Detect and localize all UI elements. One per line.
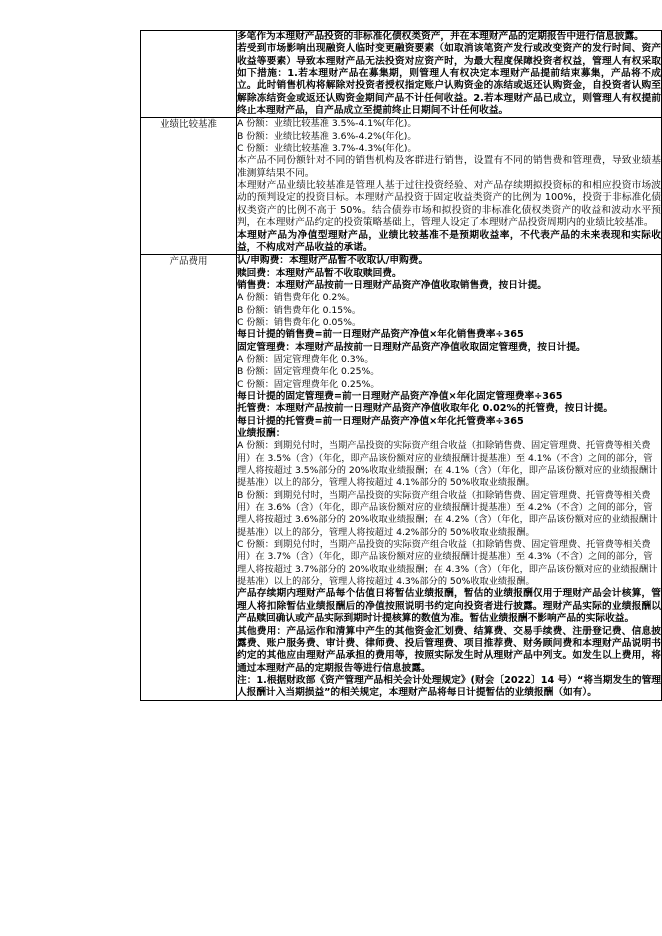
row-label-product-fees: 产品费用 [141,255,237,700]
management-fee-share-b: B 份额：固定管理费年化 0.25%。 [237,366,380,378]
paragraph-group [237,31,661,117]
sales-fee-share-a: A 份额：销售费年化 0.2%。 [237,292,356,304]
product-disclosure-table [140,30,662,701]
row-label-performance-benchmark: 业绩比较基准 [141,118,237,255]
row-label-continuation [141,31,237,118]
performance-fee-share-c: C 份额：到期兑付时，当期产品投资的实际资产组合收益（扣除销售费、固定管理费、托管费等相关费用）在 3.7%（含）（年化，即产品该份额对应的业绩报酬计提基准）至 4.3%（不含）之间的部分，管理人将按超过 3.7%部分的 20%收取业绩报酬；在 4.3%（含）（年化，即产品该份额对应的业绩报酬计提基准）以上的部分，管理人将按超过 4.3%部分的 50%收取业绩报酬。 [237,539,658,588]
performance-fee-share-a: A 份额：到期兑付时，当期产品投资的实际资产组合收益（扣除销售费、固定管理费、托管费等相关费用）在 3.5%（含）（年化，即产品该份额对应的业绩报酬计提基准）至 4.1%（不含）之间的部分，管理人将按超过 3.5%部分的 20%收取业绩报酬；在 4.1%（含）（年化，即产品该份额对应的业绩报酬计提基准）以上的部分，管理人将按超过 4.1%部分的 50%收取业绩报酬。 [237,440,658,489]
benchmark-share-b: B 份额：业绩比较基准 3.6%-4.2%(年化)。 [237,130,417,142]
management-fee-share-a: A 份额：固定管理费年化 0.3%。 [237,353,374,365]
paragraph-group [237,255,661,699]
fee-custody: 托管费：本理财产品按前一日理财产品资产净值收取年化 0.02%的托管费，按日计提。 [237,403,614,415]
performance-fee-estimation: 产品存续期内理财产品每个估值日将暂估业绩报酬，暂估的业绩报酬仅用于理财产品会计核算，管理人将扣除暂估业绩报酬后的净值按照说明书约定向投资者进行披露。理财产品实际的业绩报酬以产品赎回确认或产品实际到期时计提核算的数值为准。暂估业绩报酬不影响产品的实际收益。 [237,588,661,625]
row-content-performance-benchmark [237,118,662,255]
sales-fee-share-b: B 份额：销售费年化 0.15%。 [237,304,362,316]
fee-sales: 销售费：本理财产品按前一日理财产品资产净值收取销售费，按日计提。 [237,279,547,291]
fee-note: 注：1.根据财政部《资产管理产品相关会计处理规定》(财会〔2022〕14 号）“将当期发生的管理人报酬计入当期损益”的相关规定，本理财产品将每日计提暂估的业绩报酬（如有）。 [237,674,661,699]
custody-fee-formula: 每日计提的托管费=前一日理财产品资产净值×年化托管费率÷365 [237,415,524,427]
performance-fee-heading: 业绩报酬： [237,428,286,439]
fee-subscription: 认/申购费：本理财产品暂不收取认/申购费。 [237,255,429,267]
row-content-continuation [237,31,662,118]
paragraph: 若受到市场影响出现融资人临时变更融资要素（如取消该笔资产发行或改变资产的发行时间、资产收益等要素）导致本理财产品无法投资对应资产时，为最大程度保障投资者权益，管理人有权采取如下措施：1.若本理财产品在募集期，则管理人有权决定本理财产品提前结束募集，产品将不成立。此时销售机构将解除对投资者授权指定账户认购资金的冻结或返还认购资金，自投资者认购至解除冻结资金或返还认购资金期间产品不计任何收益。2.若本理财产品已成立，则管理人有权提前终止本理财产品，自产品成立至提前终止日期间不计任何收益。 [237,43,661,117]
sales-fee-formula: 每日计提的销售费=前一日理财产品资产净值×年化销售费率÷365 [237,329,524,341]
fee-fixed-management: 固定管理费：本理财产品按前一日理财产品资产净值收取固定管理费，按日计提。 [237,341,586,353]
table-body [141,31,662,701]
paragraph: 本理财产品业绩比较基准是管理人基于过往投资经验、对产品存续期拟投资标的和相应投资市场波动的预判设定的投资目标。本理财产品投资于固定收益类资产的比例为 100%，投资于非标准化债权类资产的比例不高于 50%。结合债券市场和拟投资的非标准化债权类资产的收益和波动水平预判，在本理财产品约定的投资策略基础上，管理人设定了本理财产品投资周期内的业绩比较基准。 [237,180,661,229]
benchmark-share-c: C 份额：业绩比较基准 3.7%-4.3%(年化)。 [237,143,417,155]
fee-redemption: 赎回费：本理财产品暂不收取赎回费。 [237,267,402,279]
benchmark-disclaimer: 本理财产品为净值型理财产品，业绩比较基准不是预期收益率，不代表产品的未来表现和实际收益，不构成对产品收益的承诺。 [237,229,661,253]
paragraph: 本产品不同份额针对不同的销售机构及客群进行销售，设置有不同的销售费和管理费，导致业绩基准测算结果不同。 [237,155,661,179]
management-fee-share-c: C 份额：固定管理费年化 0.25%。 [237,378,380,390]
row-content-product-fees [237,255,662,700]
table-row [141,255,662,700]
management-fee-formula: 每日计提的固定管理费=前一日理财产品资产净值×年化固定管理费率÷365 [237,390,563,402]
fee-other: 其他费用：产品运作和清算中产生的其他资金汇划费、结算费、交易手续费、注册登记费、信息披露费、账户服务费、审计费、律师费、投后管理费、项目推荐费、财务顾问费和本理财产品说明书约定的其他应由理财产品承担的费用等，按照实际发生时从理财产品中列支。如发生以上费用，将通过本理财产品的定期报告等进行信息披露。 [237,625,661,674]
sales-fee-share-c: C 份额：销售费年化 0.05%。 [237,316,362,328]
benchmark-share-a: A 份额：业绩比较基准 3.5%-4.1%(年化)。 [237,118,417,130]
paragraph-group [237,118,661,254]
performance-fee-share-b: B 份额：到期兑付时，当期产品投资的实际资产组合收益（扣除销售费、固定管理费、托管费等相关费用）在 3.6%（含）（年化，即产品该份额对应的业绩报酬计提基准）至 4.2%（不含）之间的部分，管理人将按超过 3.6%部分的 20%收取业绩报酬；在 4.2%（含）（年化，即产品该份额对应的业绩报酬计提基准）以上的部分，管理人将按超过 4.2%部分的 50%收取业绩报酬。 [237,489,658,538]
paragraph: 多笔作为本理财产品投资的非标准化债权类资产，并在本理财产品的定期报告中进行信息披露。 [237,31,644,42]
table-row [141,31,662,118]
table-row [141,118,662,255]
